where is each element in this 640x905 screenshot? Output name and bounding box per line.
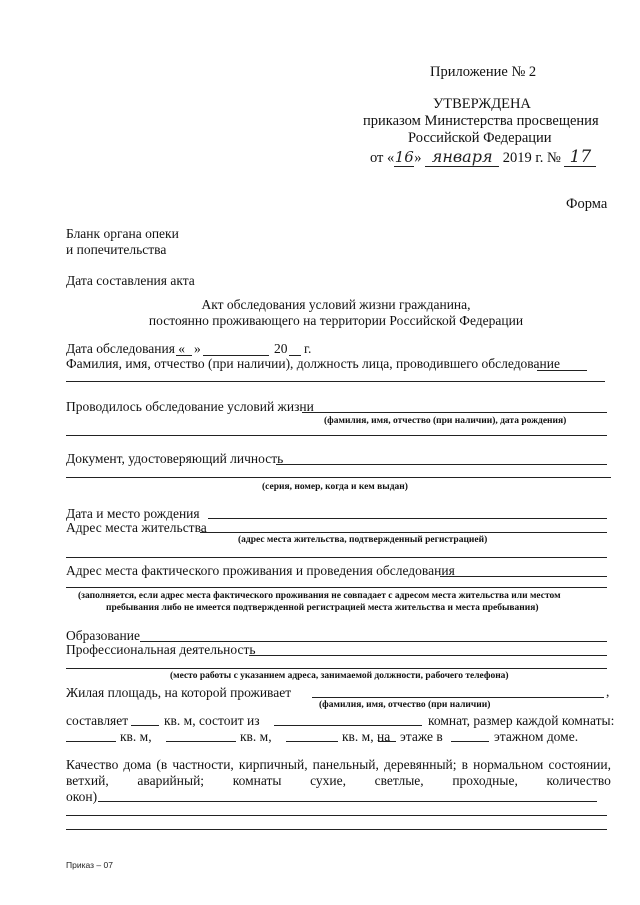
area-word-3: комнат, размер каждой комнаты:	[428, 713, 615, 728]
area-word-2: кв. м, состоит из	[164, 713, 260, 728]
quality-word-7: количество	[546, 773, 611, 788]
rooms-word-3: кв. м, на	[342, 729, 391, 744]
floor-field[interactable]	[378, 741, 396, 742]
id-doc-field[interactable]	[276, 464, 607, 465]
exam-date-close: »	[194, 341, 201, 356]
act-title-line-2: постоянно проживающего на территории Российской Федерации	[148, 313, 524, 328]
quality-field-line-2[interactable]	[66, 815, 607, 816]
actual-address-field-line-2[interactable]	[66, 587, 607, 588]
order-line-1: приказом Министерства просвещения	[363, 113, 599, 129]
quality-line-1: Качество дома (в частности, кирпичный, панельный, деревянный; в нормальном состоянии,	[66, 757, 611, 772]
total-floors-field[interactable]	[451, 741, 489, 742]
examined-field-line-2[interactable]	[66, 435, 607, 436]
order-number: 17	[564, 148, 596, 167]
quality-word-6: проходные,	[452, 773, 518, 788]
profession-field-line-2[interactable]	[66, 668, 607, 669]
quality-word-4: сухие,	[310, 773, 346, 788]
birth-field[interactable]	[208, 518, 607, 519]
area-word-1: составляет	[66, 713, 129, 728]
residence-label: Адрес места жительства	[66, 520, 207, 535]
residence-hint: (адрес места жительства, подтвержденный регистрацией)	[238, 535, 488, 545]
quality-word-3: комнаты	[232, 773, 282, 788]
actual-address-field[interactable]	[440, 576, 607, 577]
examiner-field-line-2[interactable]	[66, 381, 605, 382]
living-area-field[interactable]	[312, 697, 604, 698]
exam-date-label: Дата обследования «	[66, 341, 186, 356]
examined-label: Проводилось обследование условий жизни	[66, 399, 314, 414]
order-date-day: 16	[394, 148, 414, 166]
appendix-number: Приложение № 2	[430, 64, 537, 80]
act-date-label: Дата составления акта	[66, 273, 195, 288]
act-title-line-1: Акт обследования условий жизни гражданина,	[201, 297, 471, 312]
rooms-word-2: кв. м,	[240, 729, 272, 744]
quality-word-2: аварийный;	[137, 773, 205, 788]
order-date-mid: »	[414, 150, 422, 166]
quality-field[interactable]	[98, 801, 597, 802]
profession-label: Профессиональная деятельность	[66, 642, 256, 657]
room-1-field[interactable]	[66, 741, 116, 742]
rooms-word-5: этажном доме.	[494, 729, 579, 744]
examiner-field[interactable]	[537, 370, 587, 371]
examined-hint: (фамилия, имя, отчество (при наличии), дата рождения)	[324, 416, 567, 426]
actual-address-hint-2: пребывания либо не имеется подтвержденной регистрацией места жительства и места пребывания)	[106, 603, 539, 613]
room-3-field[interactable]	[286, 741, 338, 742]
room-2-field[interactable]	[166, 741, 236, 742]
quality-word-1: ветхий,	[66, 773, 109, 788]
birth-label: Дата и место рождения	[66, 506, 200, 521]
examiner-label: Фамилия, имя, отчество (при наличии), должность лица, проводившего обследование	[66, 356, 560, 371]
id-doc-hint: (серия, номер, когда и кем выдан)	[262, 482, 408, 492]
living-area-label: Жилая площадь, на которой проживает	[66, 685, 292, 700]
residence-field-line-2[interactable]	[66, 557, 607, 558]
order-date-month: января	[425, 148, 499, 167]
rooms-count-field[interactable]	[274, 725, 422, 726]
org-line-1: Бланк органа опеки	[66, 226, 179, 241]
id-doc-field-line-2[interactable]	[66, 477, 611, 478]
profession-field[interactable]	[249, 655, 607, 656]
order-line-2: Российской Федерации	[408, 130, 552, 146]
profession-hint: (место работы с указанием адреса, занимаемой должности, рабочего телефона)	[170, 671, 509, 681]
actual-address-hint-1: (заполняется, если адрес места фактического проживания не совпадает с адресом места жительства или местом	[78, 591, 561, 601]
quality-word-5: светлые,	[374, 773, 424, 788]
exam-year-suffix: г.	[304, 341, 312, 356]
id-doc-label: Документ, удостоверяющий личность	[66, 451, 284, 466]
org-line-2: и попечительства	[66, 242, 167, 257]
examined-field[interactable]	[302, 412, 607, 413]
residence-field[interactable]	[200, 532, 607, 533]
rooms-word-1: кв. м,	[120, 729, 152, 744]
actual-address-label: Адрес места фактического проживания и проведения обследования	[66, 563, 455, 578]
quality-line-3: окон)	[66, 789, 98, 804]
education-label: Образование	[66, 628, 140, 643]
form-label: Форма	[566, 196, 608, 212]
exam-year-prefix: 20	[274, 341, 288, 356]
approved-heading: УТВЕРЖДЕНА	[433, 96, 531, 112]
area-sqm-field[interactable]	[131, 725, 159, 726]
order-date-line	[370, 148, 596, 167]
footer-stamp: Приказ – 07	[66, 860, 113, 870]
living-area-hint: (фамилия, имя, отчество (при наличии)	[319, 700, 491, 710]
order-date-year: 2019 г. №	[502, 150, 561, 166]
quality-line-2	[66, 773, 611, 789]
rooms-word-4: этаже в	[400, 729, 443, 744]
quality-field-line-3[interactable]	[66, 829, 607, 830]
living-area-comma: ,	[606, 684, 610, 699]
order-date-prefix: от «	[370, 150, 395, 166]
